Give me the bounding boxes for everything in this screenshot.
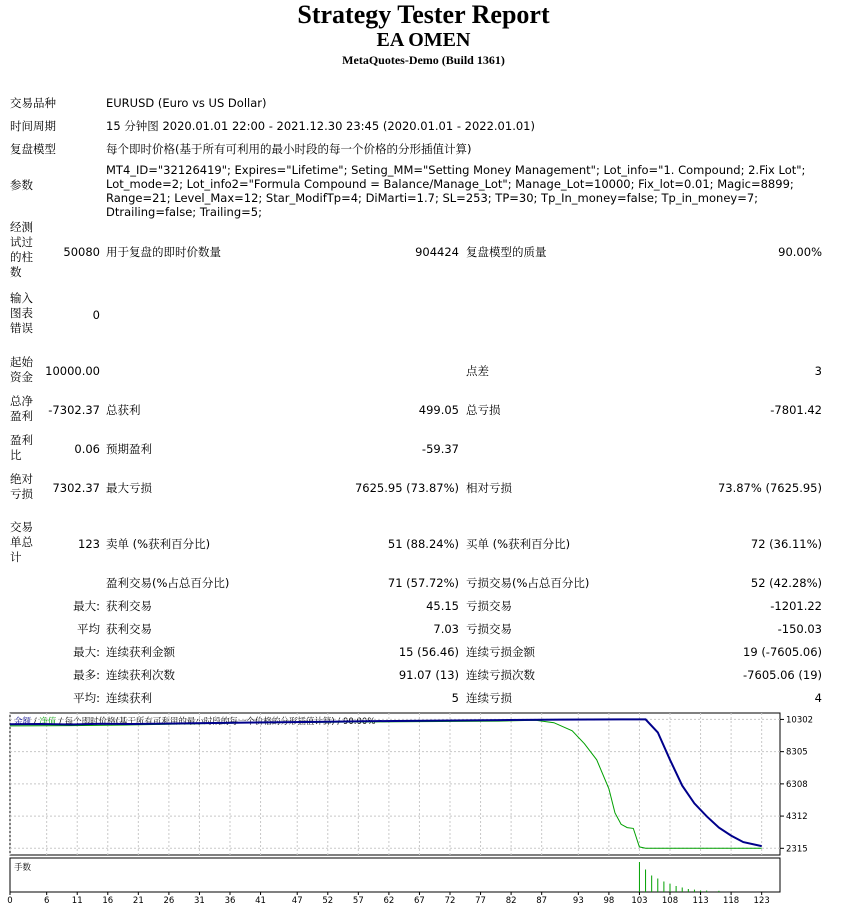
server-build: MetaQuotes-Demo (Build 1361)	[342, 53, 505, 67]
profit-factor-value: 0.06	[74, 442, 100, 456]
period-label: 时间周期	[10, 119, 56, 133]
mismatch-value: 0	[92, 308, 100, 322]
cons-win-amount-label: 连续获利金额	[106, 645, 175, 659]
loss-trades-label: 亏损交易(%占总百分比)	[466, 576, 590, 590]
abs-drawdown-value: 7302.37	[52, 481, 100, 495]
short-positions-value: 51 (88.24%)	[387, 537, 459, 551]
period-value: 15 分钟图 2020.01.01 22:00 - 2021.12.30 23:45 (2020.01.01 - 2022.01.01)	[106, 119, 535, 133]
deposit-value: 10000.00	[45, 364, 100, 378]
x-tick-label: 72	[444, 896, 456, 906]
largest-win-value: 45.15	[426, 599, 459, 613]
ticks-value: 904424	[415, 245, 459, 259]
avg-cons-loss-value: 4	[814, 691, 822, 705]
model-label: 复盘模型	[10, 142, 56, 156]
long-positions-value: 72 (36.11%)	[750, 537, 822, 551]
symbol-value: EURUSD (Euro vs US Dollar)	[106, 96, 267, 110]
y-tick-label: 4312	[786, 812, 808, 823]
x-tick-label: 21	[132, 896, 144, 906]
x-tick-label: 0	[7, 896, 13, 906]
most-cons-prefix: 最多:	[73, 668, 100, 682]
avg-cons-win-value: 5	[451, 691, 459, 705]
total-trades-label: 交易单总计	[10, 520, 33, 564]
mismatch-label: 输入图表错误	[10, 291, 33, 335]
x-tick-label: 31	[194, 896, 205, 906]
legend-sep: /	[31, 717, 40, 727]
legend-equity: 净值	[39, 717, 57, 727]
quality-label: 复盘模型的质量	[466, 245, 547, 259]
total-trades-value: 123	[78, 537, 100, 551]
expected-payoff-value: -59.37	[421, 442, 459, 456]
x-tick-label: 93	[572, 896, 584, 906]
expected-payoff-label: 预期盈利	[106, 442, 152, 456]
cons-loss-amount-label: 连续亏损金额	[466, 645, 535, 659]
gross-profit-label: 总获利	[106, 403, 141, 417]
largest-win-label: 获利交易	[106, 599, 152, 613]
x-tick-label: 103	[631, 896, 648, 906]
x-tick-label: 113	[692, 896, 709, 906]
x-tick-label: 47	[291, 896, 303, 906]
bars-label: 经测试过的柱数	[10, 220, 33, 279]
x-tick-label: 16	[102, 896, 114, 906]
x-tick-label: 118	[722, 896, 740, 906]
largest-prefix: 最大:	[73, 599, 100, 613]
y-tick-label: 10302	[786, 715, 814, 726]
y-tick-label: 8305	[786, 747, 808, 758]
gross-profit-value: 499.05	[418, 403, 459, 417]
ticks-label: 用于复盘的即时价数量	[106, 245, 221, 259]
net-profit-value: -7302.37	[48, 403, 100, 417]
profit-trades-label: 盈利交易(%占总百分比)	[106, 576, 230, 590]
x-tick-label: 11	[71, 896, 83, 906]
model-value: 每个即时价格(基于所有可利用的最小时段的每一个价格的分形插值计算)	[106, 142, 472, 156]
avg-loss-label: 亏损交易	[466, 622, 512, 636]
cons-loss-count-value: -7605.06 (19)	[743, 668, 822, 682]
y-tick-label: 2315	[786, 844, 808, 855]
avg-win-value: 7.03	[433, 622, 459, 636]
loss-trades-value: 52 (42.28%)	[750, 576, 822, 590]
x-tick-label: 41	[255, 896, 266, 906]
params-value: MT4_ID="32126419"; Expires="Lifetime"; Seting_MM="Setting Money Management"; Lot_info="1. Compound; 2.Fix Lot"; Lot_mode=2; Lot_info2="Formula Compound = Balance/Manage_Lot"; Manage_Lot=10000; Fix_lot=0.01; Magic=8899; Range=21; Level_Max=12; Star_ModifTp=4; DiMarti=1.7; SL=253; TP=30; Tp_In_money=false; Tp_in_money=7; Dtrailing=false; Trailing=5;	[106, 163, 806, 219]
max-drawdown-value: 7625.95 (73.87%)	[354, 481, 459, 495]
largest-loss-label: 亏损交易	[466, 599, 512, 613]
cons-loss-count-label: 连续亏损次数	[466, 668, 535, 682]
x-tick-label: 6	[43, 896, 50, 906]
short-positions-label: 卖单 (%获利百分比)	[106, 537, 211, 551]
deposit-label: 起始资金	[10, 355, 33, 384]
abs-drawdown-label: 绝对亏损	[10, 472, 33, 501]
x-tick-label: 77	[475, 896, 486, 906]
avg-cons-loss-label: 连续亏损	[466, 691, 512, 705]
largest-loss-value: -1201.22	[770, 599, 822, 613]
gross-loss-label: 总亏损	[466, 403, 501, 417]
x-tick-label: 52	[322, 896, 334, 906]
params-label: 参数	[10, 178, 33, 192]
max-drawdown-label: 最大亏损	[106, 481, 152, 495]
y-tick-label: 6308	[786, 779, 808, 790]
max-cons-prefix: 最大:	[73, 645, 100, 659]
x-tick-label: 98	[603, 896, 615, 906]
rel-drawdown-label: 相对亏损	[466, 481, 512, 495]
profit-trades-value: 71 (57.72%)	[387, 576, 459, 590]
x-tick-label: 57	[352, 896, 364, 906]
gross-loss-value: -7801.42	[770, 403, 822, 417]
avg-win-label: 获利交易	[106, 622, 152, 636]
net-profit-label: 总净盈利	[10, 394, 33, 423]
quality-value: 90.00%	[778, 245, 822, 259]
legend-balance: 余额	[14, 717, 32, 727]
x-tick-label: 36	[224, 896, 236, 906]
rel-drawdown-value: 73.87% (7625.95)	[717, 481, 822, 495]
balance-chart	[0, 712, 847, 910]
x-tick-label: 108	[661, 896, 679, 906]
long-positions-label: 买单 (%获利百分比)	[466, 537, 571, 551]
cons-win-amount-value: 15 (56.46)	[398, 645, 459, 659]
spread-label: 点差	[466, 364, 489, 378]
profit-factor-label: 盈利比	[10, 433, 33, 462]
volume-label: 手数	[14, 863, 32, 873]
avg-cons-win-label: 连续获利	[106, 691, 152, 705]
avg-cons-prefix: 平均:	[73, 691, 100, 705]
volume-plot-frame	[10, 858, 780, 892]
x-tick-label: 62	[383, 896, 395, 906]
x-tick-label: 67	[414, 896, 425, 906]
x-tick-label: 87	[536, 896, 548, 906]
cons-win-count-label: 连续获利次数	[106, 668, 175, 682]
avg-loss-value: -150.03	[777, 622, 822, 636]
report-title: Strategy Tester Report	[297, 0, 550, 29]
symbol-label: 交易品种	[10, 96, 56, 110]
bars-value: 50080	[63, 245, 100, 259]
ea-name: EA OMEN	[376, 29, 471, 51]
cons-loss-amount-value: 19 (-7605.06)	[743, 645, 822, 659]
x-tick-label: 82	[505, 896, 517, 906]
x-tick-label: 123	[753, 896, 770, 906]
spread-value: 3	[814, 364, 822, 378]
cons-win-count-value: 91.07 (13)	[398, 668, 459, 682]
average-prefix: 平均	[77, 622, 100, 636]
x-tick-label: 26	[163, 896, 175, 906]
legend-rest: / 每个即时价格(基于所有可利用的最小时段的每一个价格的分形插值计算) / 90.00%	[56, 717, 376, 727]
